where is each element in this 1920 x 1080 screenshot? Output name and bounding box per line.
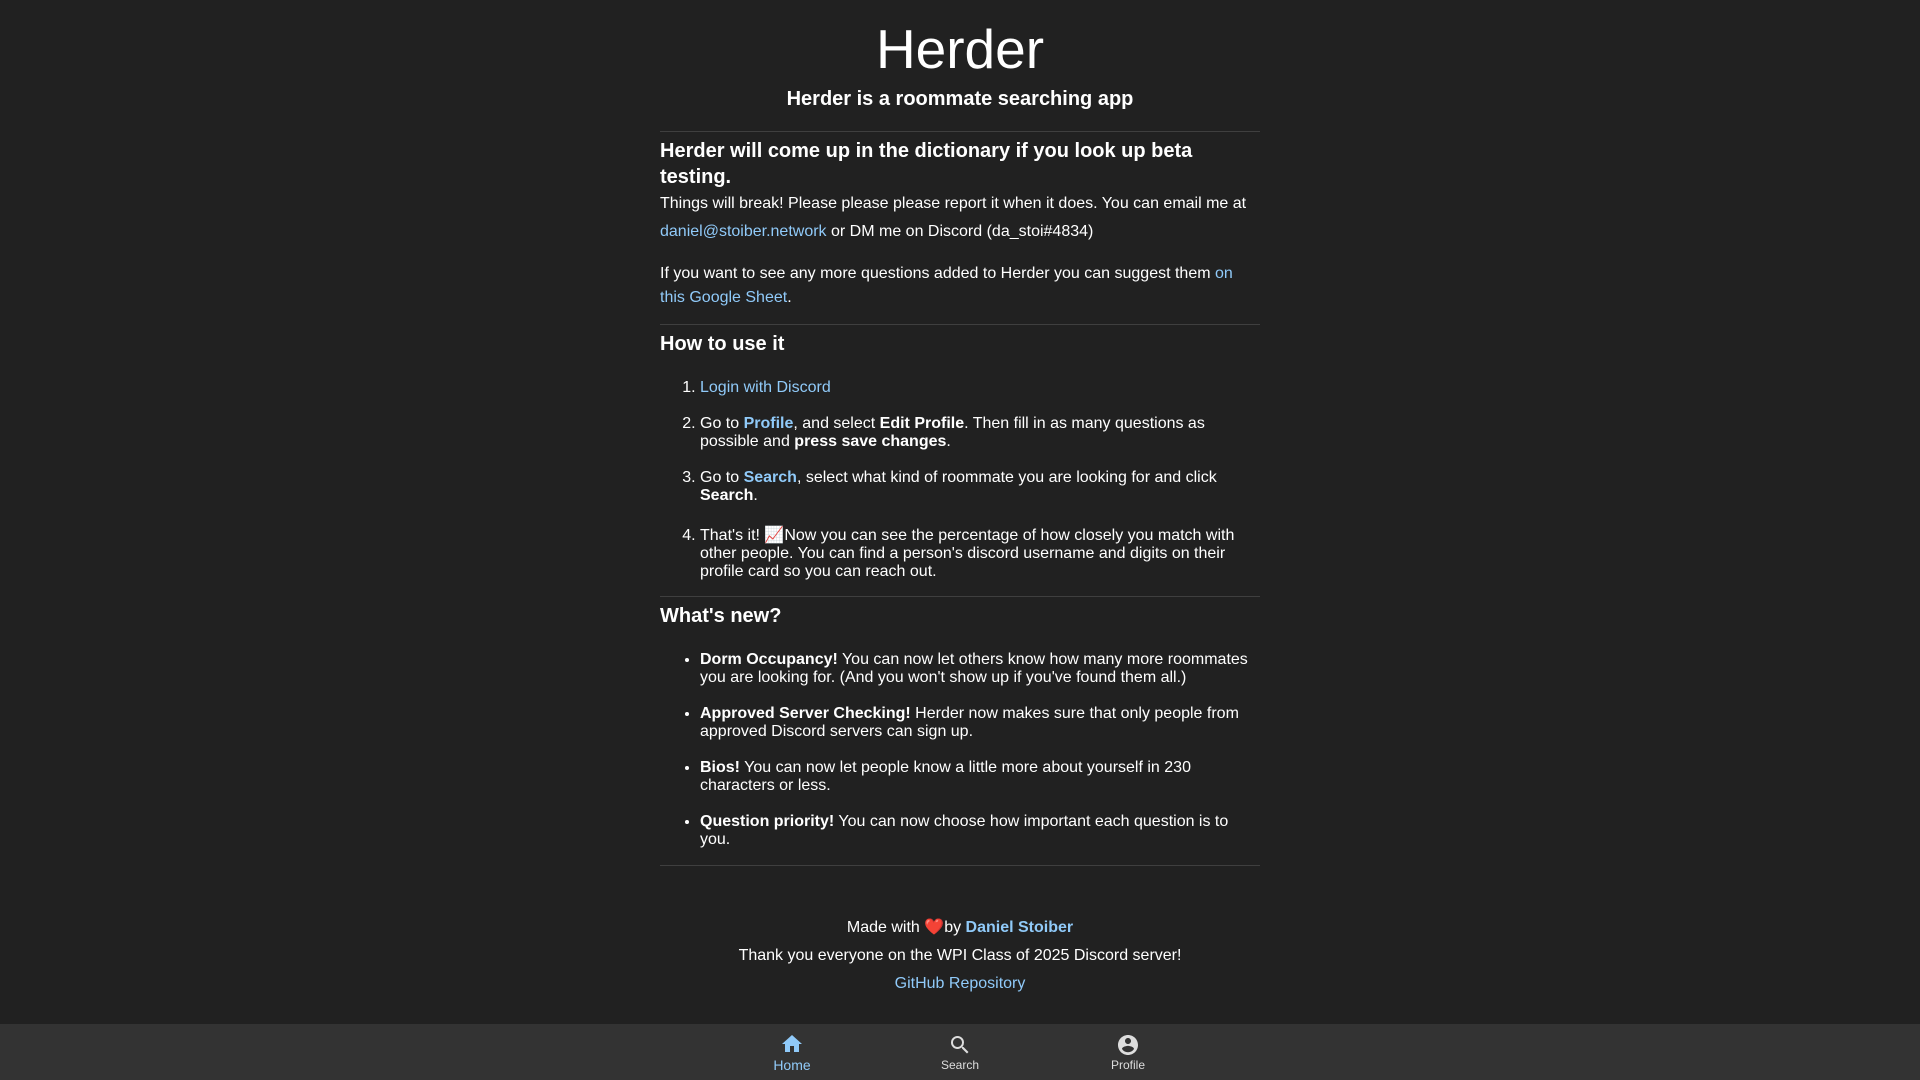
- made-with-text: Made with: [846, 919, 925, 936]
- step-2-bold: Edit Profile: [879, 415, 965, 432]
- whats-new-item: [700, 705, 1260, 741]
- nav-search-label: Search: [940, 1057, 980, 1072]
- whats-new-item: [700, 651, 1260, 687]
- divider: [660, 865, 1260, 866]
- author-link[interactable]: Daniel Stoiber: [965, 919, 1074, 936]
- beta-contact-discord: or DM me on Discord (da_stoi#4834): [826, 223, 1094, 240]
- nav-home[interactable]: [708, 1024, 876, 1080]
- home-icon: [780, 1032, 804, 1056]
- nav-profile-label: Profile: [1110, 1057, 1145, 1072]
- whats-new-item-text: You can now let people know a little more about yourself in 230 characters or less.: [700, 759, 1191, 794]
- beta-contact-text: [660, 190, 1260, 246]
- whats-new-item-text: You can now let others know how many more roommates you are looking for. (And you won't show up if you've found them all.): [700, 651, 1248, 686]
- profile-link[interactable]: Profile: [743, 415, 794, 432]
- step-4: [700, 527, 1260, 581]
- made-with-line: [0, 914, 1920, 942]
- header: [0, 0, 1920, 112]
- step-2-text: .: [946, 433, 951, 450]
- step-2-text: Go to: [700, 415, 744, 432]
- suggest-end: .: [787, 289, 792, 306]
- step-2-bold: press save changes: [794, 433, 947, 450]
- heart-icon: ❤️: [924, 919, 945, 936]
- whats-new-item-text: You can now choose how important each question is to you.: [700, 813, 1229, 848]
- whats-new-item: [700, 813, 1260, 849]
- whats-new-item-title: Question priority!: [700, 813, 835, 830]
- email-link[interactable]: daniel@stoiber.network: [660, 223, 827, 240]
- whats-new-item-text: Herder now makes sure that only people from approved Discord servers can sign up.: [700, 705, 1239, 740]
- thanks-text: Thank you everyone on the WPI Class of 2025 Discord server!: [738, 947, 1182, 964]
- by-text: by: [944, 919, 966, 936]
- nav-profile[interactable]: [1044, 1024, 1212, 1080]
- nav-search[interactable]: [876, 1024, 1044, 1080]
- suggest-text: [660, 262, 1260, 310]
- page-subtitle: Herder is a roommate searching app: [786, 88, 1134, 110]
- login-discord-link[interactable]: Login with Discord: [700, 379, 831, 396]
- how-to-heading: How to use it: [660, 333, 785, 355]
- how-to-steps: [660, 379, 1260, 581]
- divider: [660, 324, 1260, 325]
- step-1: [700, 379, 1260, 397]
- whats-new-list: [660, 651, 1260, 849]
- step-3-text: Go to: [700, 469, 744, 486]
- github-repo-link[interactable]: GitHub Repository: [894, 975, 1026, 992]
- step-2-text: . Then fill in as many questions as possible and: [700, 415, 1205, 450]
- chart-increasing-icon: 📈: [764, 527, 785, 544]
- repo-line: [0, 970, 1920, 998]
- google-sheet-link[interactable]: on this Google Sheet: [660, 265, 1233, 306]
- step-4-text: That's it!: [700, 527, 765, 544]
- nav-home-label: Home: [773, 1056, 811, 1073]
- whats-new-item-title: Approved Server Checking!: [700, 705, 911, 722]
- step-3: [700, 469, 1260, 505]
- account-circle-icon: [1116, 1033, 1140, 1057]
- step-3-text: , select what kind of roommate you are looking for and click: [796, 469, 1217, 486]
- whats-new-item-title: Bios!: [700, 759, 740, 776]
- step-2: [700, 415, 1260, 451]
- main-content: [660, 131, 1260, 866]
- beta-heading: Herder will come up in the dictionary if you look up beta testing.: [660, 140, 1193, 188]
- whats-new-item-title: Dorm Occupancy!: [700, 651, 838, 668]
- step-2-text: , and select: [793, 415, 880, 432]
- divider: [660, 131, 1260, 132]
- whats-new-item: [700, 759, 1260, 795]
- footer: [0, 914, 1920, 998]
- suggest-intro: If you want to see any more questions added to Herder you can suggest them: [660, 265, 1215, 282]
- beta-contact-intro: Things will break! Please please please report it when it does. You can email me at: [660, 195, 1247, 212]
- bottom-navigation: [0, 1024, 1920, 1080]
- step-3-text: .: [753, 487, 758, 504]
- step-4-text: Now you can see the percentage of how closely you match with other people. You can find a person's discord username and digits on their profile card so you can reach out.: [700, 527, 1235, 580]
- page-title: Herder: [875, 18, 1045, 80]
- whats-new-heading: What's new?: [660, 605, 782, 627]
- step-3-bold: Search: [700, 487, 754, 504]
- search-link[interactable]: Search: [743, 469, 797, 486]
- divider: [660, 596, 1260, 597]
- search-icon: [948, 1033, 972, 1057]
